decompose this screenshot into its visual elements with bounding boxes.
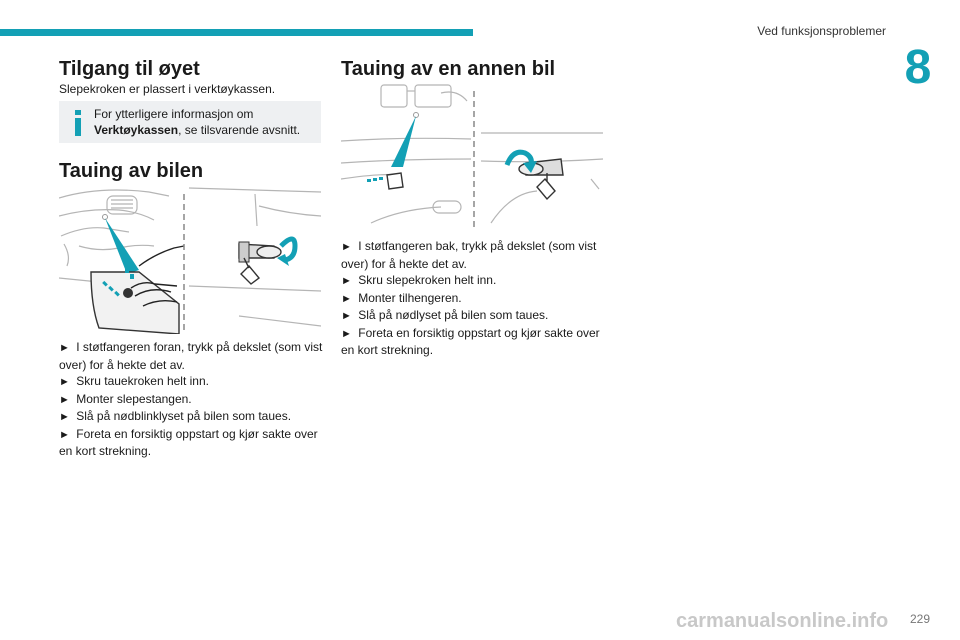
illustration-front-towing: [59, 186, 321, 334]
list-item: ► I støtfangeren bak, trykk på dekslet (som vist over) for å hekte det av.: [341, 239, 597, 271]
info-text: For ytterligere informasjon om Verktøykassen, se tilsvarende avsnitt.: [94, 107, 301, 137]
list-item: ► Slå på nødblinklyset på bilen som taues.: [59, 409, 292, 423]
text-hook-location: Slepekroken er plassert i verktøykassen.: [59, 82, 276, 96]
section-title: Ved funksjonsproblemer: [757, 24, 886, 38]
watermark: carmanualsonline.info: [676, 610, 889, 632]
list-item: ► Monter slepestangen.: [59, 391, 192, 406]
list-item: ► Skru tauekroken helt inn.: [59, 374, 209, 388]
steps-towing-other-car: [341, 238, 605, 359]
info-box: [59, 101, 321, 143]
info-icon: [67, 110, 89, 136]
list-item: ► I støtfangeren foran, trykk på dekslet (som vist over) for å hekte det av.: [59, 340, 323, 372]
heading-towing-other-car: Tauing av en annen bil: [341, 58, 556, 80]
heading-towing-own-car: Tauing av bilen: [59, 160, 204, 182]
list-item: ► Foreta en forsiktig oppstart og kjør sakte over en kort strekning.: [341, 325, 600, 357]
list-item: ► Monter tilhengeren.: [341, 290, 462, 305]
illustration-rear-towing: [341, 83, 603, 231]
page-number: 229: [909, 612, 930, 626]
list-item: ► Foreta en forsiktig oppstart og kjør sakte over en kort strekning.: [59, 426, 318, 458]
heading-access-eye: Tilgang til øyet: [59, 58, 200, 80]
info-bold-term: Verktøykassen: [94, 123, 179, 137]
chapter-number: 8: [904, 41, 932, 94]
steps-towing-own-car: [59, 339, 323, 460]
list-item: ► Skru slepekroken helt inn.: [341, 273, 497, 287]
list-item: ► Slå på nødlyset på bilen som taues.: [341, 308, 549, 322]
header-accent-bar: [0, 29, 473, 36]
